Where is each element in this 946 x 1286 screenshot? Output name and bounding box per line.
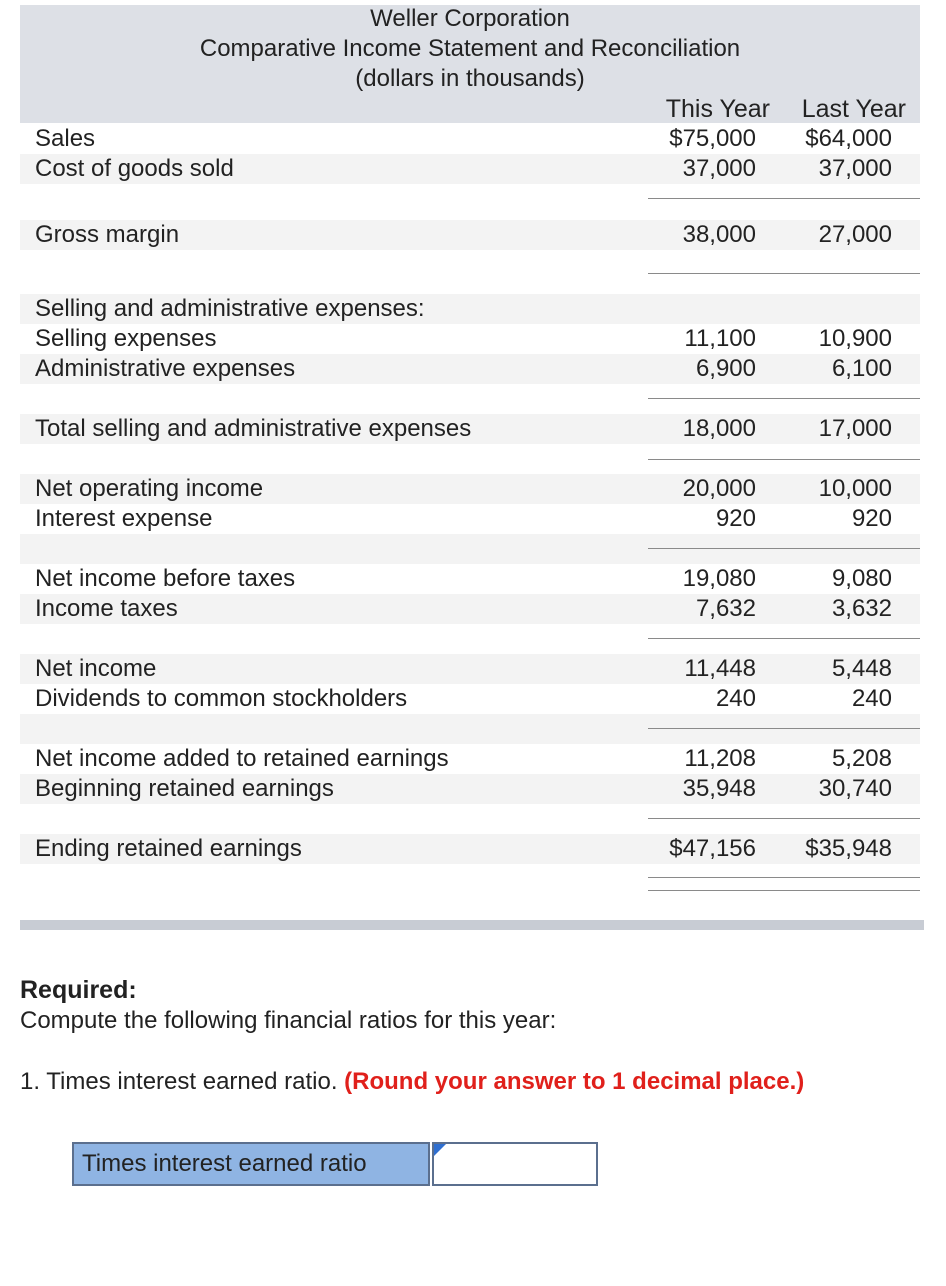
spacer-row [20, 534, 920, 564]
row-label: Net income added to retained earnings [35, 745, 449, 772]
row-label: Selling expenses [35, 325, 217, 352]
row-label: Income taxes [35, 595, 178, 622]
times-interest-earned-input[interactable] [432, 1142, 598, 1186]
table-row-income-taxes [20, 594, 920, 624]
statement-units: (dollars in thousands) [355, 65, 585, 92]
table-row-net-income [20, 654, 920, 684]
last-year-value: 37,000 [818, 155, 892, 182]
row-label: Sales [35, 125, 96, 152]
table-row-total-sga [20, 414, 920, 444]
this-year-value: $47,156 [669, 835, 756, 862]
last-year-value: 27,000 [818, 221, 892, 248]
table-row-interest-expense [20, 504, 920, 534]
last-year-value: $64,000 [805, 125, 892, 152]
last-year-value: 17,000 [818, 415, 892, 442]
row-label: Dividends to common stockholders [35, 685, 408, 712]
subtotal-rule [648, 459, 920, 460]
subtotal-rule [648, 638, 920, 639]
row-label: Beginning retained earnings [35, 775, 334, 802]
last-year-value: 30,740 [818, 775, 892, 802]
answer-label: Times interest earned ratio [72, 1142, 430, 1186]
last-year-value: $35,948 [805, 835, 892, 862]
spacer-row [20, 714, 920, 744]
required-instruction: Compute the following financial ratios for this year: [20, 1007, 557, 1034]
this-year-value: 11,208 [684, 745, 756, 772]
table-row-sga-heading [20, 294, 920, 324]
last-year-value: 6,100 [831, 355, 892, 382]
this-year-value: 11,100 [684, 325, 756, 352]
row-label: Interest expense [35, 505, 213, 532]
last-year-value: 240 [851, 685, 892, 712]
table-row-gross-margin [20, 220, 920, 250]
row-label: Net income before taxes [35, 565, 296, 592]
last-year-value: 3,632 [831, 595, 892, 622]
subtotal-rule [648, 548, 920, 549]
this-year-value: $75,000 [669, 125, 756, 152]
double-rule-top [648, 877, 920, 878]
row-label: Selling and administrative expenses: [35, 295, 425, 322]
this-year-value: 920 [715, 505, 756, 532]
row-label: Net income [35, 655, 157, 682]
required-heading: Required: [20, 976, 137, 1004]
subtotal-rule [648, 398, 920, 399]
last-year-value: 920 [851, 505, 892, 532]
table-row-dividends [20, 684, 920, 714]
this-year-value: 18,000 [682, 415, 756, 442]
input-marker-icon [434, 1144, 446, 1156]
this-year-value: 35,948 [682, 775, 756, 802]
question-1-rounding-note: (Round your answer to 1 decimal place.) [344, 1068, 805, 1095]
column-header-last-year: Last Year [801, 95, 906, 123]
this-year-value: 37,000 [682, 155, 756, 182]
table-row-beginning-retained-earnings [20, 774, 920, 804]
last-year-value: 5,208 [831, 745, 892, 772]
row-label: Net operating income [35, 475, 264, 502]
subtotal-rule [648, 728, 920, 729]
this-year-value: 38,000 [682, 221, 756, 248]
section-divider [20, 920, 924, 930]
table-row-selling-expenses [20, 324, 920, 354]
table-row-cogs [20, 154, 920, 184]
row-label: Administrative expenses [35, 355, 296, 382]
subtotal-rule [648, 198, 920, 199]
this-year-value: 240 [715, 685, 756, 712]
company-name: Weller Corporation [370, 5, 570, 32]
last-year-value: 9,080 [831, 565, 892, 592]
row-label: Ending retained earnings [35, 835, 302, 862]
row-label: Cost of goods sold [35, 155, 234, 182]
subtotal-rule [648, 273, 920, 274]
subtotal-rule [648, 818, 920, 819]
last-year-value: 5,448 [831, 655, 892, 682]
table-row-net-income-before-taxes [20, 564, 920, 594]
table-row-net-operating-income [20, 474, 920, 504]
table-row-admin-expenses [20, 354, 920, 384]
question-1-text: 1. Times interest earned ratio. [20, 1068, 338, 1095]
this-year-value: 6,900 [695, 355, 756, 382]
row-label: Gross margin [35, 221, 180, 248]
table-row-added-to-retained-earnings [20, 744, 920, 774]
row-label: Total selling and administrative expenses [35, 415, 472, 442]
column-header-this-year: This Year [665, 95, 770, 123]
last-year-value: 10,000 [818, 475, 892, 502]
statement-title: Comparative Income Statement and Reconciliation [199, 35, 741, 62]
this-year-value: 11,448 [684, 655, 756, 682]
last-year-value: 10,900 [818, 325, 892, 352]
question-1 [20, 1067, 804, 1097]
this-year-value: 7,632 [695, 595, 756, 622]
double-rule-bottom [648, 890, 920, 891]
table-row-ending-retained-earnings [20, 834, 920, 864]
this-year-value: 20,000 [682, 475, 756, 502]
this-year-value: 19,080 [682, 565, 756, 592]
table-row-sales [20, 124, 920, 154]
